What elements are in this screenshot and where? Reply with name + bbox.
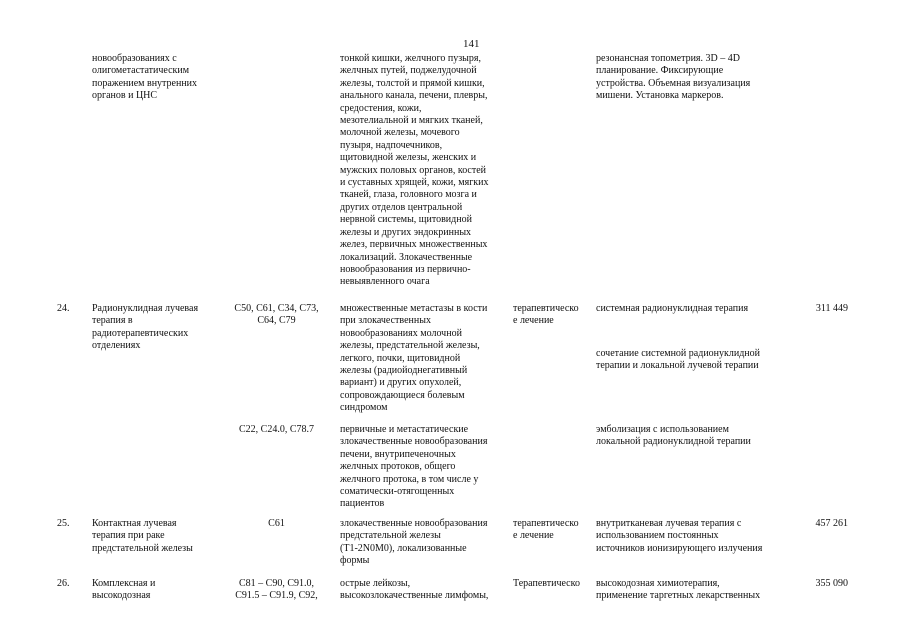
page-number: 141	[463, 38, 480, 50]
row-number: 25.	[57, 518, 70, 529]
diagnosis-cell: острые лейкозы, высокозлокачественные лимфомы,	[340, 578, 489, 602]
group-name-cell: Комплексная и высокодозная	[92, 578, 156, 602]
row-number: 24.	[57, 303, 70, 314]
group-name-cell: Радионуклидная лучевая терапия в радиотерапевтических отделениях	[92, 303, 199, 352]
treatment-type-cell: терапевтическо е лечение	[513, 303, 579, 327]
diagnosis-cell: тонкой кишки, желчного пузыря, желчных путей, поджелудочной железы, толстой и прямой кишки, анального канала, печени, плевры, средостения, кожи, мезотелиальной и мягких тканей, молочной железы, мочевого пузыря, надпочечников, щитовидной железы, женских и мужских половых органов, костей и суставных хрящей, кожи, мягких тканей, глаза, головного мозга и других отделов центральной нервной системы, щитовидной железы и других эндокринных желез, первичных множественных локализаций. Злокачественные новообразования из первично- невыявленного очага	[340, 53, 489, 288]
row-number: 26.	[57, 578, 70, 589]
diagnosis-cell: множественные метастазы в кости при злокачественных новообразованиях молочной железы, предстательной железы, легкого, почки, щитовидной железы (радиойоднегативный вариант) и других опухолей, сопровождающиеся болевым синдромом	[340, 303, 488, 414]
method-cell: внутритканевая лучевая терапия с использованием постоянных источников ионизирующего излучения	[596, 518, 763, 554]
diagnosis-cell: первичные и метастатические злокачественные новообразования печени, внутрипеченочных желчных протоков, общего желчного протока, в том числе у соматически-отягощенных пациентов	[340, 424, 488, 510]
diagnosis-cell: злокачественные новообразования предстательной железы (T1-2N0M0), локализованные формы	[340, 518, 488, 567]
codes-cell: C50, C61, C34, C73, C64, C79	[234, 303, 319, 327]
codes-cell: C81 – C90, C91.0, C91.5 – C91.9, C92,	[235, 578, 318, 602]
group-name-cell: Контактная лучевая терапия при раке предстательной железы	[92, 518, 193, 554]
codes-cell: C22, C24.0, C78.7	[238, 424, 314, 435]
group-name-cell: новообразованиях с олигометастатическим поражением внутренних органов и ЦНС	[92, 53, 198, 102]
method-cell: эмболизация с использованием локальной радионуклидной терапии	[596, 424, 751, 448]
treatment-type-cell: Терапевтическо	[513, 578, 580, 589]
price-cell: 457 261	[815, 518, 848, 529]
method-cell: системная радионуклидная терапия	[596, 303, 749, 314]
method-cell: резонансная топометрия. 3D – 4D планирование. Фиксирующие устройства. Объемная визуализация мишени. Установка маркеров.	[596, 53, 751, 102]
price-cell: 311 449	[815, 303, 848, 314]
price-cell: 355 090	[815, 578, 848, 589]
codes-cell: C61	[268, 518, 285, 529]
method-cell-secondary: сочетание системной радионуклидной терапии и локальной лучевой терапии	[596, 348, 761, 372]
treatment-type-cell: терапевтическо е лечение	[513, 518, 579, 542]
method-cell: высокодозная химиотерапия, применение таргетных лекарственных	[596, 578, 761, 602]
